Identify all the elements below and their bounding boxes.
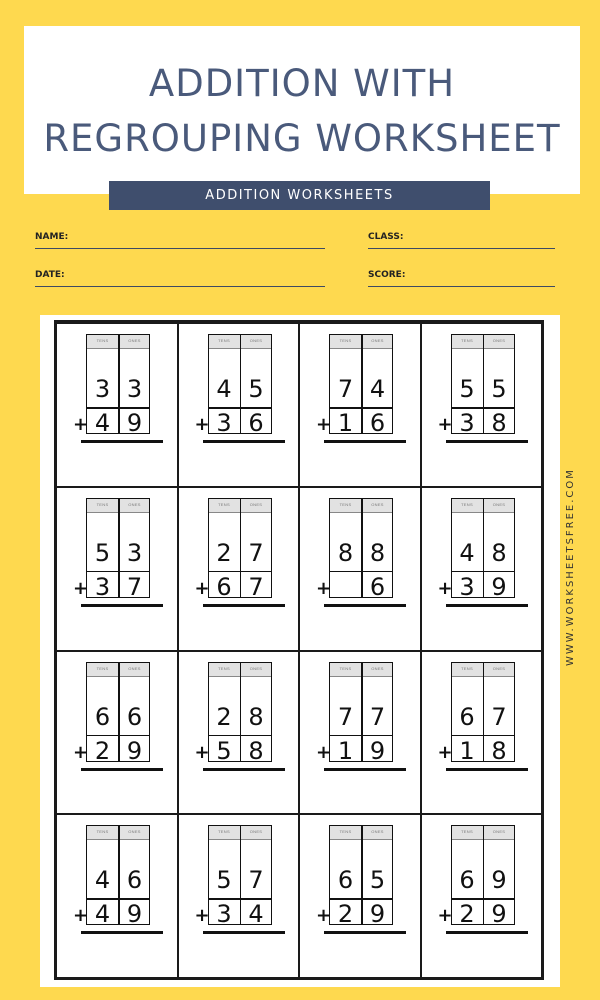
name-label: NAME:: [35, 232, 69, 242]
place-value-chart: [437, 662, 520, 772]
tens-header: TENS: [218, 829, 230, 835]
answer-line: [81, 440, 163, 443]
problem-cell: [299, 323, 421, 487]
tens-header: TENS: [218, 665, 230, 671]
place-value-chart: [73, 334, 155, 444]
bottom-ones-digit: 8: [491, 736, 507, 765]
top-tens-digit: 2: [216, 702, 232, 731]
top-tens-digit: 6: [459, 866, 475, 895]
tens-header: TENS: [96, 501, 109, 507]
place-value-table: [208, 498, 272, 601]
bottom-tens-digit: 1: [337, 736, 354, 765]
bottom-ones-digit: 7: [126, 572, 143, 601]
bottom-ones-digit: 8: [491, 409, 507, 437]
answer-line: [324, 440, 406, 443]
problem-cell: [178, 323, 300, 487]
place-value-chart: [437, 334, 520, 444]
tens-header: TENS: [461, 501, 473, 507]
top-tens-digit: 3: [94, 375, 111, 403]
problem-cell: [56, 814, 178, 978]
place-value-table: [329, 662, 393, 765]
problem-cell: [56, 487, 178, 651]
top-ones-digit: 6: [126, 702, 143, 731]
plus-sign: +: [194, 577, 210, 599]
class-field[interactable]: [368, 228, 555, 249]
answer-line: [81, 768, 163, 771]
place-value-table: [451, 662, 515, 765]
bottom-tens-digit: 2: [94, 736, 111, 765]
plus-sign: +: [437, 577, 453, 599]
place-value-chart: [194, 334, 277, 444]
problem-cell: [299, 814, 421, 978]
problem-cell: [178, 651, 300, 815]
place-value-chart: [316, 825, 398, 935]
site-url: WWW.WORKSHEETSFREE.COM: [565, 468, 576, 666]
score-field[interactable]: [368, 266, 555, 287]
place-value-table: [329, 825, 393, 929]
top-tens-digit: 2: [216, 538, 232, 567]
place-value-chart: [73, 662, 155, 772]
tens-header: TENS: [339, 501, 352, 507]
plus-sign: +: [73, 741, 89, 763]
bottom-tens-digit: 2: [337, 900, 354, 929]
top-ones-digit: 8: [248, 702, 264, 731]
problem-cell: [421, 814, 543, 978]
ones-header: ONES: [249, 665, 263, 671]
top-ones-digit: 8: [369, 538, 386, 567]
bottom-tens-digit: 4: [94, 409, 111, 437]
problem-cell: [421, 651, 543, 815]
bottom-tens-digit: 3: [459, 572, 475, 601]
top-ones-digit: 8: [491, 538, 507, 567]
place-value-chart: [437, 498, 520, 608]
bottom-ones-digit: 9: [126, 736, 143, 765]
category-banner: ADDITION WORKSHEETS: [109, 181, 490, 210]
top-tens-digit: 7: [337, 375, 354, 403]
problem-cell: [56, 651, 178, 815]
place-value-chart: [437, 825, 520, 935]
place-value-table: [329, 498, 393, 601]
bottom-tens-digit: 4: [94, 900, 111, 929]
place-value-table: [451, 334, 515, 437]
tens-header: TENS: [461, 829, 473, 835]
place-value-table: [86, 662, 150, 765]
bottom-tens-digit: 1: [459, 736, 475, 765]
plus-sign: +: [194, 414, 210, 435]
top-tens-digit: 8: [337, 538, 354, 567]
score-label: SCORE:: [368, 270, 406, 280]
top-tens-digit: 4: [459, 538, 475, 567]
place-value-chart: [316, 498, 398, 608]
place-value-table: [451, 825, 515, 929]
tens-header: TENS: [339, 829, 352, 835]
bottom-tens-digit: 3: [94, 572, 111, 601]
top-tens-digit: 5: [216, 866, 232, 895]
bottom-ones-digit: 6: [248, 409, 264, 437]
place-value-chart: [194, 662, 277, 772]
date-field[interactable]: [35, 266, 325, 287]
worksheet-sheet: [40, 315, 560, 987]
place-value-table: [86, 825, 150, 929]
top-ones-digit: 3: [126, 538, 143, 567]
tens-header: TENS: [96, 338, 109, 343]
ones-header: ONES: [371, 829, 384, 835]
top-ones-digit: 7: [369, 702, 386, 731]
place-value-table: [86, 498, 150, 601]
tens-header: TENS: [218, 501, 230, 507]
name-field[interactable]: [35, 228, 325, 249]
plus-sign: +: [316, 905, 332, 927]
top-tens-digit: 6: [459, 702, 475, 731]
ones-header: ONES: [371, 338, 384, 343]
place-value-table: [208, 334, 272, 437]
top-tens-digit: 6: [337, 866, 354, 895]
ones-header: ONES: [128, 338, 141, 343]
top-ones-digit: 6: [126, 866, 143, 895]
problem-cell: [178, 814, 300, 978]
title-card: [24, 26, 580, 194]
bottom-ones-digit: 9: [369, 900, 386, 929]
bottom-ones-digit: 9: [126, 409, 143, 437]
ones-header: ONES: [128, 665, 141, 671]
ones-header: ONES: [128, 501, 141, 507]
answer-line: [81, 931, 163, 934]
bottom-ones-digit: 9: [369, 736, 386, 765]
title-line-1: ADDITION WITH: [148, 62, 456, 105]
bottom-tens-digit: 3: [216, 409, 232, 437]
ones-header: ONES: [128, 829, 141, 835]
answer-line: [446, 440, 528, 443]
top-tens-digit: 5: [94, 538, 111, 567]
bottom-tens-digit: 5: [216, 736, 232, 765]
top-ones-digit: 4: [369, 375, 386, 403]
place-value-table: [86, 334, 150, 437]
bottom-tens-digit: 3: [459, 409, 475, 437]
answer-line: [324, 768, 406, 771]
top-tens-digit: 5: [459, 375, 475, 403]
tens-header: TENS: [339, 338, 352, 343]
problem-grid: [54, 320, 544, 980]
problem-cell: [299, 651, 421, 815]
bottom-ones-digit: 9: [491, 572, 507, 601]
top-ones-digit: 3: [126, 375, 143, 403]
bottom-ones-digit: 9: [126, 900, 143, 929]
answer-line: [324, 931, 406, 934]
plus-sign: +: [316, 414, 332, 435]
ones-header: ONES: [249, 338, 263, 343]
bottom-ones-digit: 8: [248, 736, 264, 765]
answer-line: [446, 768, 528, 771]
place-value-table: [451, 498, 515, 601]
plus-sign: +: [316, 741, 332, 763]
plus-sign: +: [316, 577, 332, 599]
answer-line: [324, 604, 406, 607]
place-value-chart: [73, 825, 155, 935]
top-ones-digit: 7: [491, 702, 507, 731]
top-tens-digit: 4: [94, 866, 111, 895]
top-ones-digit: 7: [248, 538, 264, 567]
tens-header: TENS: [461, 338, 473, 343]
answer-line: [81, 604, 163, 607]
tens-header: TENS: [461, 665, 473, 671]
bottom-tens-digit: 1: [337, 409, 354, 437]
top-tens-digit: 4: [216, 375, 232, 403]
bottom-tens-digit: 6: [216, 572, 232, 601]
problem-cell: [421, 487, 543, 651]
top-tens-digit: 7: [337, 702, 354, 731]
date-label: DATE:: [35, 270, 65, 280]
plus-sign: +: [73, 905, 89, 927]
problem-cell: [56, 323, 178, 487]
top-tens-digit: 6: [94, 702, 111, 731]
top-ones-digit: 9: [491, 866, 507, 895]
place-value-table: [208, 825, 272, 929]
top-ones-digit: 7: [248, 866, 264, 895]
tens-header: TENS: [96, 829, 109, 835]
answer-line: [203, 768, 285, 771]
answer-line: [203, 604, 285, 607]
place-value-chart: [194, 825, 277, 935]
plus-sign: +: [437, 905, 453, 927]
ones-header: ONES: [492, 338, 506, 343]
bottom-tens-digit: 3: [216, 900, 232, 929]
answer-line: [446, 604, 528, 607]
page-title: [24, 56, 580, 166]
ones-header: ONES: [249, 829, 263, 835]
ones-header: ONES: [492, 829, 506, 835]
answer-line: [203, 440, 285, 443]
top-ones-digit: 5: [248, 375, 264, 403]
plus-sign: +: [437, 414, 453, 435]
problem-cell: [421, 323, 543, 487]
problem-cell: [299, 487, 421, 651]
place-value-chart: [73, 498, 155, 608]
place-value-table: [329, 334, 393, 437]
bottom-ones-digit: 7: [248, 572, 264, 601]
plus-sign: +: [194, 905, 210, 927]
top-ones-digit: 5: [491, 375, 507, 403]
top-ones-digit: 5: [369, 866, 386, 895]
tens-header: TENS: [339, 665, 352, 671]
place-value-chart: [316, 662, 398, 772]
plus-sign: +: [73, 414, 89, 435]
ones-header: ONES: [371, 665, 384, 671]
bottom-ones-digit: 9: [491, 900, 507, 929]
tens-header: TENS: [218, 338, 230, 343]
class-label: CLASS:: [368, 232, 404, 242]
bottom-tens-digit: 2: [459, 900, 475, 929]
bottom-ones-digit: 4: [248, 900, 264, 929]
plus-sign: +: [73, 577, 89, 599]
ones-header: ONES: [492, 501, 506, 507]
place-value-table: [208, 662, 272, 765]
problem-cell: [178, 487, 300, 651]
ones-header: ONES: [492, 665, 506, 671]
ones-header: ONES: [371, 501, 384, 507]
ones-header: ONES: [249, 501, 263, 507]
title-line-2: REGROUPING WORKSHEET: [43, 117, 561, 160]
place-value-chart: [316, 334, 398, 444]
tens-header: TENS: [96, 665, 109, 671]
bottom-ones-digit: 6: [369, 572, 386, 601]
bottom-ones-digit: 6: [369, 409, 386, 437]
plus-sign: +: [194, 741, 210, 763]
place-value-chart: [194, 498, 277, 608]
answer-line: [446, 931, 528, 934]
answer-line: [203, 931, 285, 934]
plus-sign: +: [437, 741, 453, 763]
